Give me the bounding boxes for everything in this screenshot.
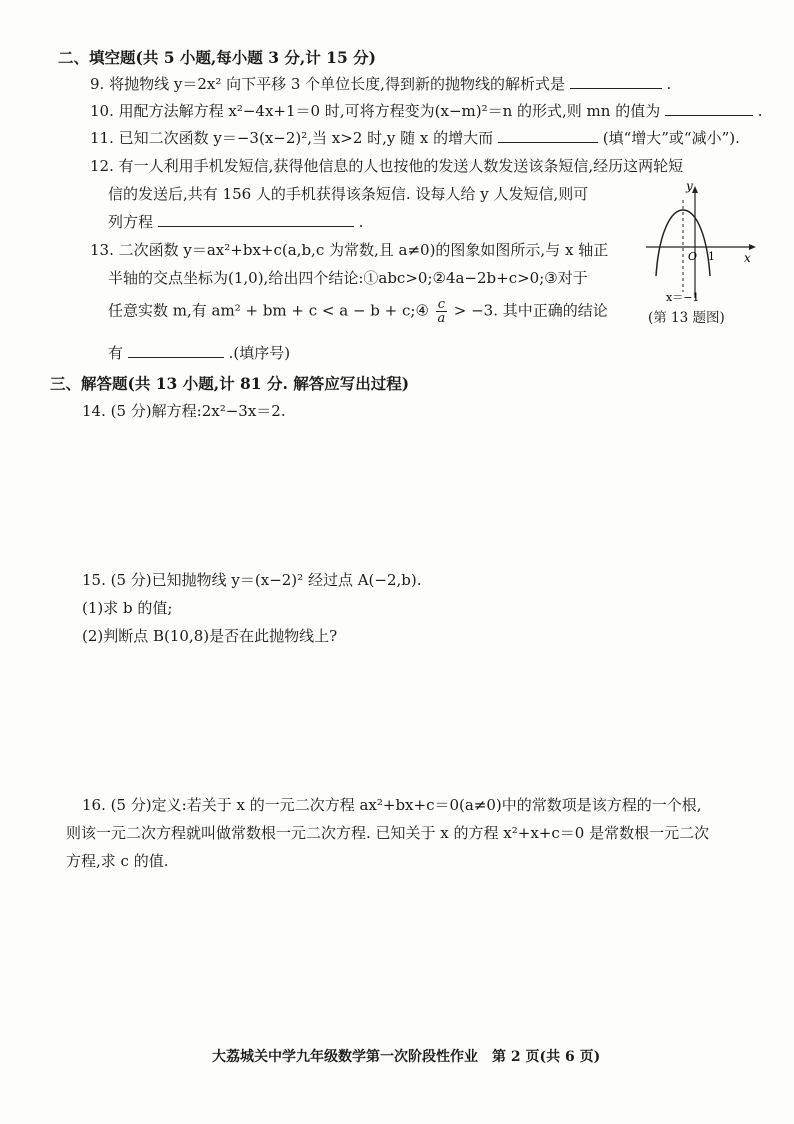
question-9-answer-blank[interactable] bbox=[570, 74, 662, 89]
question-13-line-4-text: 有 bbox=[108, 344, 124, 362]
question-9 bbox=[90, 73, 671, 94]
question-13-line-2: 半轴的交点坐标为(1,0),给出四个结论:①abc>0;②4a−2b+c>0;③对于 bbox=[108, 269, 588, 287]
question-12-answer-blank[interactable] bbox=[158, 212, 354, 227]
x-axis-arrow bbox=[749, 244, 756, 250]
x-one-label: 1 bbox=[708, 250, 715, 263]
question-10-text: 10. 用配方法解方程 x²−4x+1＝0 时,可将方程变为(x−m)²＝n 的形式,则 mn 的值为 bbox=[90, 102, 661, 120]
y-axis-label: y bbox=[686, 179, 693, 193]
question-10-answer-blank[interactable] bbox=[665, 101, 753, 116]
question-11-end: (填“增大”或“减小”). bbox=[602, 129, 740, 147]
question-15-line-1: 15. (5 分)已知抛物线 y＝(x−2)² 经过点 A(−2,b). bbox=[82, 571, 422, 589]
question-11 bbox=[90, 127, 740, 148]
question-13-answer-blank[interactable] bbox=[128, 343, 224, 358]
question-15-part-2: (2)判断点 B(10,8)是否在此抛物线上? bbox=[82, 627, 338, 645]
fraction-c-over-a bbox=[436, 298, 447, 325]
x-axis-label: x bbox=[744, 251, 751, 265]
section-2-title: 二、填空题(共 5 小题,每小题 3 分,计 15 分) bbox=[58, 48, 376, 67]
question-13-figure-caption: (第 13 题图) bbox=[648, 310, 725, 326]
question-12-line-3-text: 列方程 bbox=[108, 213, 154, 231]
y-axis-arrow bbox=[692, 186, 698, 193]
question-9-text: 9. 将抛物线 y＝2x² 向下平移 3 个单位长度,得到新的抛物线的解析式是 bbox=[90, 75, 565, 93]
page-footer: 大荔城关中学九年级数学第一次阶段性作业 第 2 页(共 6 页) bbox=[212, 1049, 601, 1065]
fraction-denominator: a bbox=[437, 311, 446, 326]
question-13-line-3 bbox=[108, 298, 608, 325]
question-16-line-2: 则该一元二次方程就叫做常数根一元二次方程. 已知关于 x 的方程 x²+x+c＝0 是常数根一元二次 bbox=[66, 824, 710, 842]
question-12-end: . bbox=[358, 213, 364, 231]
question-11-text: 11. 已知二次函数 y＝−3(x−2)²,当 x>2 时,y 随 x 的增大而 bbox=[90, 129, 494, 147]
question-10-end: . bbox=[757, 102, 763, 120]
question-13-parabola-graph bbox=[646, 178, 762, 302]
question-16-line-1: 16. (5 分)定义:若关于 x 的一元二次方程 ax²+bx+c＝0(a≠0)中的常数项是该方程的一个根, bbox=[82, 796, 702, 814]
question-11-answer-blank[interactable] bbox=[498, 128, 598, 143]
question-12-line-3 bbox=[108, 211, 363, 232]
question-14: 14. (5 分)解方程:2x²−3x＝2. bbox=[82, 402, 286, 420]
fraction-numerator: c bbox=[437, 297, 445, 312]
question-13-line-3-text-b: > −3. 其中正确的结论 bbox=[453, 301, 608, 320]
question-13-line-1: 13. 二次函数 y＝ax²+bx+c(a,b,c 为常数,且 a≠0)的图象如图所示,与 x 轴正 bbox=[90, 241, 609, 259]
question-12-line-1: 12. 有一人利用手机发短信,获得他信息的人也按他的发送人数发送该条短信,经历这两轮短 bbox=[90, 157, 684, 175]
question-13-line-4 bbox=[108, 342, 290, 363]
symmetry-label: x＝−1 bbox=[666, 291, 700, 302]
section-3-title: 三、解答题(共 13 小题,计 81 分. 解答应写出过程) bbox=[50, 374, 410, 393]
question-9-end: . bbox=[666, 75, 672, 93]
question-16-line-3: 方程,求 c 的值. bbox=[66, 852, 169, 870]
question-13-end: .(填序号) bbox=[228, 344, 291, 362]
question-13-line-3-text: 任意实数 m,有 am² + bm + c < a − b + c;④ bbox=[108, 301, 429, 320]
question-12-line-2: 信的发送后,共有 156 人的手机获得该条短信. 设每人给 y 人发短信,则可 bbox=[108, 185, 589, 203]
question-10 bbox=[90, 100, 763, 121]
origin-label: O bbox=[688, 250, 698, 263]
question-15-part-1: (1)求 b 的值; bbox=[82, 599, 173, 617]
